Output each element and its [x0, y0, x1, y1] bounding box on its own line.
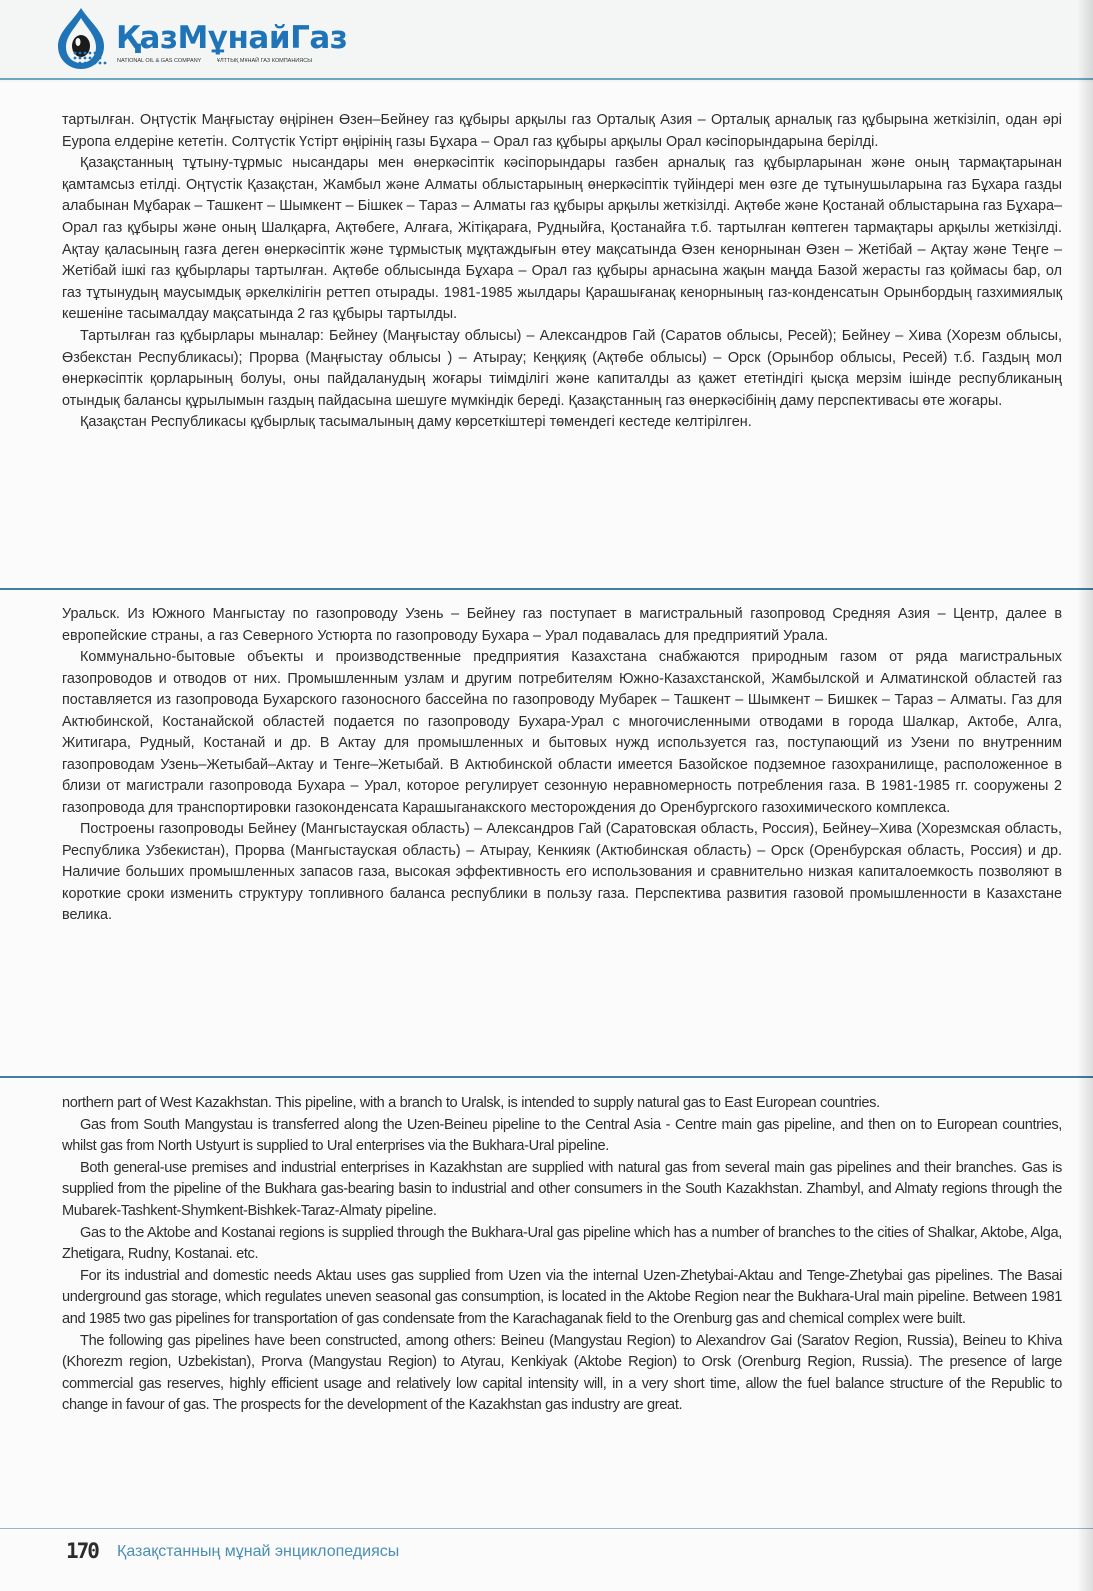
en-paragraph-2: Gas from South Mangystau is transferred along the Uzen-Beineu pipeline to the Central Asia - Centre main gas pipeline, and then on to European countries, whilst gas from North Ustyurt is supplied to Ural enterprises via the Bukhara-Ural pipeline. — [62, 1116, 1062, 1155]
footer-divider — [0, 1528, 1093, 1529]
kz-paragraph-1: тартылған. Оңтүстік Маңғыстау өңірінен Өзен–Бейнеу газ құбыры арқылы газ Орталық Азия – Орталық арналық газ құбырына жеткізіліп, одан әрі Еуропа елдеріне кететін. Солтүстік Үстірт өңірінің газы Бұхара – Орал газ құбыры арқылы Орал кәсіпорындарына берілді. — [62, 112, 1062, 150]
section-divider-1 — [0, 588, 1093, 590]
english-text-block — [62, 1093, 1062, 1417]
en-paragraph-1: northern part of West Kazakhstan. This pipeline, with a branch to Uralsk, is intended to supply natural gas to East European countries. — [62, 1095, 880, 1111]
footer-book-title: Қазақстанның мұнай энциклопедиясы — [117, 1543, 400, 1560]
ru-paragraph-2: Коммунально-бытовые объекты и производственные предприятия Казахстана снабжаются природным газом от ряда магистральных газопроводов и отводов от них. Промышленным узлам и другим потребителям Южно-Казахстанской, Жамбылской и Алматинской областей газ поставляется из газопровода Бухарского газоносного бассейна по газопроводу Мубарек – Ташкент – Шымкент – Бишкек – Тараз – Алматы. Газ для Актюбинской, Костанайской областей подается по газопроводу Бухара-Урал с многочисленными отводами в города Шалкар, Актобе, Алга, Житигара, Рудный, Костанай и др. В Актау для промышленных и бытовых нужд используется газ, поступающий из Узени по внутренним газопроводам Узень–Жетыбай–Актау и Тенге–Жетыбай. В Актюбинской области имеется Базойское подземное газохранилище, расположенное в близи от магистрали газопровода Бухара – Урал, которое регулирует сезонную неравномерность потребления газа. В 1981-1985 гг. сооружены 2 газопровода для транспортировки газоконденсата Карашыганакского месторождения до Оренбургского газохимического комплекса. — [62, 649, 1062, 816]
ru-paragraph-3: Построены газопроводы Бейнеу (Мангыстауская область) – Александров Гай (Саратовская область, Россия), Бейнеу–Хива (Хорезмская область, Республика Узбекистан), Прорва (Мангыстауская область) – Атырау, Кенкияк (Актюбинская область) – Орск (Оренбурская область, Россия) и др. Наличие больших промышленных запасов газа, высокая эффективность его использования и сравнительно низкая капиталоемкость позволяют в короткие сроки изменить структуру топливного баланса республики в пользу газа. Перспектива развития газовой промышленности в Казахстане велика. — [62, 821, 1062, 923]
brand-subtitle — [117, 58, 326, 64]
kz-paragraph-4: Қазақстан Республикасы құбырлық тасымалының даму көрсеткіштері төмендегі кестеде келтірілген. — [80, 414, 752, 431]
russian-text-block — [62, 604, 1062, 927]
section-divider-2 — [0, 1076, 1093, 1078]
kazakh-text-block — [62, 110, 1062, 434]
en-paragraph-6: The following gas pipelines have been constructed, among others: Beineu (Mangystau Region) to Alexandrov Gai (Saratov Region, Russia), Beineu to Khiva (Khorezm region, Uzbekistan), Prorva (Mangystau Region) to Atyrau, Kenkiyak (Aktobe Region) to Orsk (Orenburg Region, Russia). The presence of large commercial gas reserves, highly efficient usage and relatively low capital intensity will, in a very short time, allow the fuel balance structure of the Republic to change in favour of gas. The prospects for the development of the Kazakhstan gas industry are great. — [62, 1332, 1062, 1414]
header-divider — [0, 78, 1093, 80]
brand-subtitle-kz: ҰЛТТЫҚ МҰНАЙ ГАЗ КОМПАНИЯСЫ — [216, 58, 313, 64]
kz-paragraph-2: Қазақстанның тұтыну-тұрмыс нысандары мен өнеркәсіптік кәсіпорындары газбен арналық газ құбырларынан және оның тармақтарынан қамтамсыз етілді. Оңтүстік Қазақстан, Жамбыл және Алматы облыстарының өнеркәсіптік түйіндері мен өзге де тұтынушыларына газ Бұхара газды алабынан Мұбарак – Ташкент – Шымкент – Бішкек – Тараз – Алматы газ құбыры арқылы жеткізілді. Ақтөбе және Қостанай облыстарына газ Бұхара–Орал газ құбыры және оның Шалқарға, Ақтөбеге, Алғаға, Жітіқараға, Рудныйға, Қостанайға т.б. тартылған көптеген тармақтары арқылы жеткізілді. Ақтау қаласының газға деген өнеркәсіптік және тұрмыстық мұқтаждығын өтеу мақсатында Өзен кенорнынан Өзен – Жетібай – Ақтау және Теңге – Жетібай ішкі газ құбырлары тартылған. Ақтөбе облысында Бұхара – Орал газ құбыры арнасына жақын маңда Базой жерасты газ қоймасы бар, ол газ тұтынудың маусымдық әркелкілігін реттеп отырады. 1981-1985 жылдары Қарашығанақ кенорнының газ-конденсатын Орынбордың газхимиялық кешеніне тасымалдау мақсатында 2 газ құбыры тартылды. — [62, 155, 1062, 323]
page-edge-shadow — [1077, 0, 1093, 1591]
brand-subtitle-en: NATIONAL OIL & GAS COMPANY — [117, 58, 202, 64]
en-paragraph-3: Both general-use premises and industrial enterprises in Kazakhstan are supplied with natural gas from several main gas pipelines and their branches. Gas is supplied from the pipeline of the Bukhara gas-bearing basin to industrial and other consumers in the South Kazakhstan. Zhambyl, and Almaty regions through the Mubarek-Tashkent-Shymkent-Bishkek-Taraz-Almaty pipeline. — [62, 1159, 1062, 1219]
kz-paragraph-3: Тартылған газ құбырлары мыналар: Бейнеу (Маңғыстау облысы) – Александров Гай (Саратов облысы, Ресей); Бейнеу – Хива (Хорезм облысы, Өзбекстан Республикасы); Прорва (Маңғыстау облысы ) – Атырау; Кеңқияқ (Ақтөбе облысы) – Орск (Орынбор облысы, Ресей) т.б. Газдың мол өнеркәсіптік қорларының болуы, оны пайдаланудың жоғары тиімділігі және капиталды аз қажет ететіндігі қысқа мерзім ішінде республиканың отындық балансы құрылымын газдың пайдасына шешуге мүмкіндік береді. Қазақстанның газ өнеркәсібінің даму перспективасы өте жоғары. — [62, 327, 1062, 409]
dot-pattern-icon — [72, 50, 112, 68]
ru-paragraph-1: Уральск. Из Южного Мангыстау по газопроводу Узень – Бейнеу газ поступает в магистральный газопровод Средняя Азия – Центр, далее в европейские страны, а газ Северного Устюрта по газопроводу Бухара – Урал подавалась для предприятий Урала. — [62, 606, 1062, 644]
page-number: 170 — [66, 1539, 98, 1563]
en-paragraph-5: For its industrial and domestic needs Aktau uses gas supplied from Uzen via the internal Uzen-Zhetybai-Aktau and Tenge-Zhetybai gas pipelines. The Basai underground gas storage, which regulates uneven seasonal gas consumption, is located in the Aktobe Region near the Bukhara-Ural main pipeline. Between 1981 and 1985 two gas pipelines for transportation of gas condensate from the Karachaganak field to the Orenburg gas and chemical complex were built. — [62, 1267, 1062, 1327]
brand-name: ҚазМұнайГаз — [116, 20, 348, 56]
en-paragraph-4: Gas to the Aktobe and Kostanai regions is supplied through the Bukhara-Ural gas pipeline which has a number of branches to the cities of Shalkar, Aktobe, Alga, Zhetigara, Rudny, Kostanai. etc. — [62, 1224, 1062, 1263]
page-header — [0, 0, 1093, 82]
